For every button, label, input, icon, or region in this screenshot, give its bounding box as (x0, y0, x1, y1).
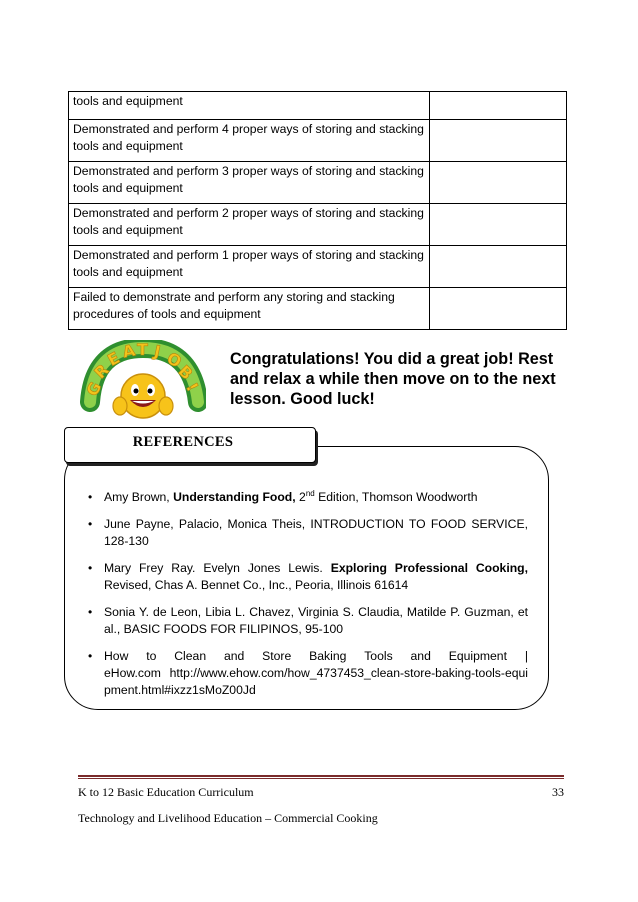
table-row (69, 92, 567, 120)
word: | (524, 649, 528, 663)
svg-text:G: G (82, 378, 106, 400)
rubric-description: Demonstrated and perform 1 proper ways of storing and stacking tools and equipment (69, 246, 430, 288)
svg-text:E: E (104, 348, 123, 370)
word: Store (262, 649, 292, 663)
page-number: 33 (552, 785, 564, 799)
reference-url[interactable]: eHow.com http://www.ehow.com/how_4737453_clean-store-baking-tools-equipment.html#ixzz1sMoZ00Jd (104, 666, 528, 697)
word: Equipment (448, 649, 507, 663)
reference-edition-number: 2 (295, 490, 306, 504)
rubric-score-cell (430, 288, 567, 330)
svg-text:R: R (90, 360, 113, 383)
reference-publisher: Edition, Thomson Woodworth (314, 490, 478, 504)
reference-publisher: Revised, Chas A. Bennet Co., Inc., Peoria, Illinois 61614 (104, 578, 409, 592)
list-item (104, 560, 528, 594)
table-row (69, 204, 567, 246)
word: Baking (309, 649, 347, 663)
list-item (104, 516, 528, 550)
word: Clean (174, 649, 207, 663)
footer-divider (78, 778, 564, 779)
list-item (104, 604, 528, 638)
word: to (146, 649, 157, 663)
table-row (69, 246, 567, 288)
table-row (69, 162, 567, 204)
svg-text:B: B (174, 361, 197, 384)
rubric-description: Demonstrated and perform 3 proper ways of storing and stacking tools and equipment (69, 162, 430, 204)
svg-text:A: A (120, 340, 137, 362)
reference-author: Amy Brown, (104, 490, 174, 504)
references-title: REFERENCES (132, 434, 234, 450)
footer-curriculum: K to 12 Basic Education Curriculum (78, 785, 254, 799)
list-item (104, 489, 528, 506)
table-row (69, 120, 567, 162)
reference-text: Sonia Y. de Leon, Libia L. Chavez, Virginia S. Claudia, Matilde P. Guzman, et al., BASIC FOODS FOR FILIPINOS, 95-100 (104, 605, 528, 636)
references-list (104, 489, 528, 709)
references-tab (64, 427, 316, 463)
svg-text:J: J (152, 341, 163, 362)
word: and (223, 649, 245, 663)
rubric-table (68, 91, 567, 330)
reference-author: Mary Frey Ray. Evelyn Jones Lewis. (104, 561, 331, 575)
rubric-score-cell (430, 246, 567, 288)
rubric-description: Failed to demonstrate and perform any storing and stacking procedures of tools and equipment (69, 288, 430, 330)
rubric-score-cell (430, 162, 567, 204)
list-item (104, 648, 528, 699)
svg-text:O: O (163, 348, 185, 372)
footer-subject: Technology and Livelihood Education – Commercial Cooking (78, 811, 378, 825)
reference-title: Understanding Food, (173, 490, 296, 504)
rubric-description: Demonstrated and perform 2 proper ways of storing and stacking tools and equipment (69, 204, 430, 246)
rubric-score-cell (430, 204, 567, 246)
great-job-badge-icon (80, 340, 206, 420)
rubric-score-cell (430, 92, 567, 120)
word: and (410, 649, 431, 663)
rubric-description: Demonstrated and perform 4 proper ways of storing and stacking tools and equipment (69, 120, 430, 162)
rubric-score-cell (430, 120, 567, 162)
reference-title: Exploring Professional Cooking, (330, 561, 528, 575)
word: • How (104, 649, 129, 663)
reference-text: June Payne, Palacio, Monica Theis, INTRODUCTION TO FOOD SERVICE, 128-130 (104, 517, 528, 548)
svg-text:T: T (137, 340, 148, 359)
reference-edition-suffix: nd (305, 488, 315, 498)
svg-text:!: ! (182, 379, 203, 395)
congratulations-message: Congratulations! You did a great job! Rest and relax a while then move on to the next lesson. Good luck! (230, 350, 556, 408)
footer-divider (78, 775, 564, 777)
table-row (69, 288, 567, 330)
rubric-description: tools and equipment (69, 92, 430, 120)
reference-first-line (104, 648, 528, 665)
word: Tools (364, 649, 393, 663)
